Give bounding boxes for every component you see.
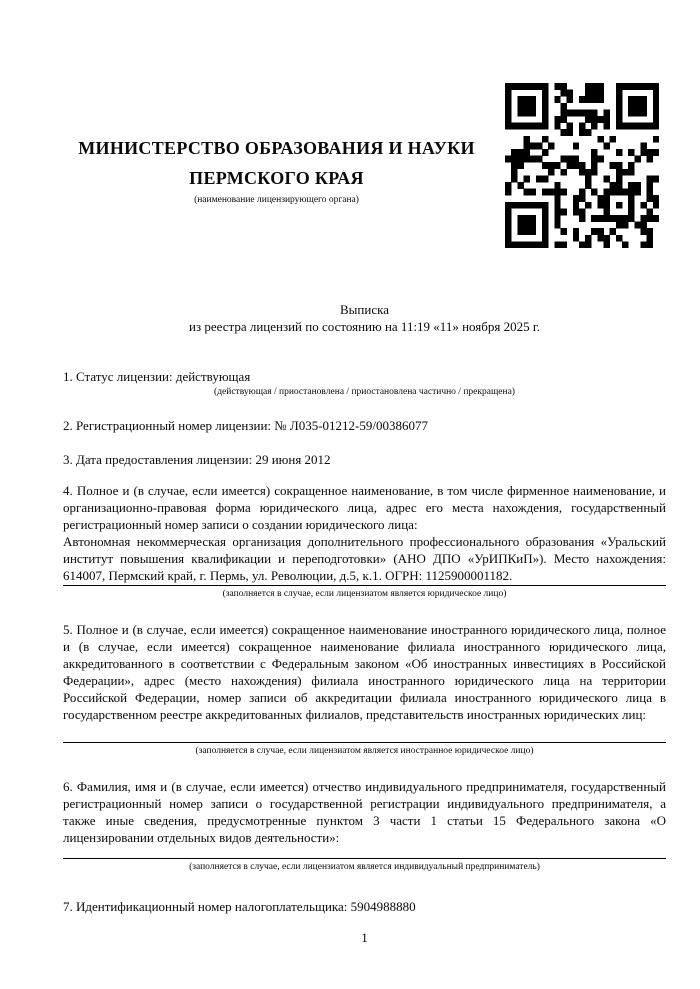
legal-entity-value: Автономная некоммерческая организация дополнительного профессионального образования «Уральский институт повышения квалификации и переподготовки» (АНО ДПО «УрИПКиП»). Место нахождения: 614007, Пермский край, г. Пермь, ул. Революции, д.5, к.1. ОГРН: 1125900001182.	[63, 534, 666, 583]
document-title-line2: из реестра лицензий по состоянию на 11:19 «11» ноября 2025 г.	[189, 319, 540, 334]
foreign-entity-statute: 5. Полное и (в случае, если имеется) сокращенное наименование иностранного юридического лица, полное и (в случае, если имеется) сокращенное наименование филиала иностранного юридического лица, аккредитованного в соответствии с Федеральным законом «Об иностранных инвестициях в Российской Федерации», адрес (место нахождения) филиала иностранного юридического лица на территории Российской Федерации, номер записи об аккредитации филиала иностранного юридического лица в государственном реестре аккредитованных филиалов, представительств иностранных юридических лиц:	[63, 622, 666, 722]
item-license-status	[63, 368, 666, 399]
legal-entity-caption: (заполняется в случае, если лицензиатом является юридическое лицо)	[63, 585, 666, 601]
item-legal-entity	[63, 482, 666, 601]
ministry-name-line1: МИНИСТЕРСТВО ОБРАЗОВАНИЯ И НАУКИ	[78, 138, 475, 158]
licensing-authority-header	[63, 133, 490, 207]
document-title	[63, 301, 666, 335]
ministry-name-line2: ПЕРМСКОГО КРАЯ	[189, 168, 364, 188]
individual-entrepreneur-statute: 6. Фамилия, имя и (в случае, если имеется) отчество индивидуального предпринимателя, государственный регистрационный номер записи о государственной регистрации индивидуального предпринимателя, а также иные сведения, предусмотренные пунктом 3 части 1 статьи 15 Федерального закона «О лицензировании отдельных видов деятельности»:	[63, 779, 666, 845]
license-status-text: 1. Статус лицензии: действующая	[63, 369, 251, 384]
licensing-authority-caption: (наименование лицензирующего органа)	[194, 195, 359, 205]
legal-entity-statute: 4. Полное и (в случае, если имеется) сокращенное наименование, в том числе фирменное наименование, и организационно-правовая форма юридического лица, адрес его места нахождения, государственный регистрационный номер записи о создании юридического лица:	[63, 483, 666, 532]
item-grant-date: 3. Дата предоставления лицензии: 29 июня 2012	[63, 452, 331, 467]
individual-entrepreneur-caption: (заполняется в случае, если лицензиатом является индивидуальный предприниматель)	[63, 858, 666, 874]
item-taxpayer-id: 7. Идентификационный номер налогоплательщика: 5904988880	[63, 899, 416, 914]
item-individual-entrepreneur	[63, 778, 666, 874]
license-status-caption: (действующая / приостановлена / приостановлена частично / прекращена)	[214, 387, 515, 397]
page-number: 1	[361, 930, 368, 945]
document-title-line1: Выписка	[340, 302, 389, 317]
qr-code-image	[505, 83, 659, 248]
qr-code	[505, 83, 659, 248]
foreign-entity-caption: (заполняется в случае, если лицензиатом является иностранное юридическое лицо)	[63, 742, 666, 758]
item-foreign-entity	[63, 621, 666, 758]
item-registration-number: 2. Регистрационный номер лицензии: № Л035-01212-59/00386077	[63, 418, 429, 433]
